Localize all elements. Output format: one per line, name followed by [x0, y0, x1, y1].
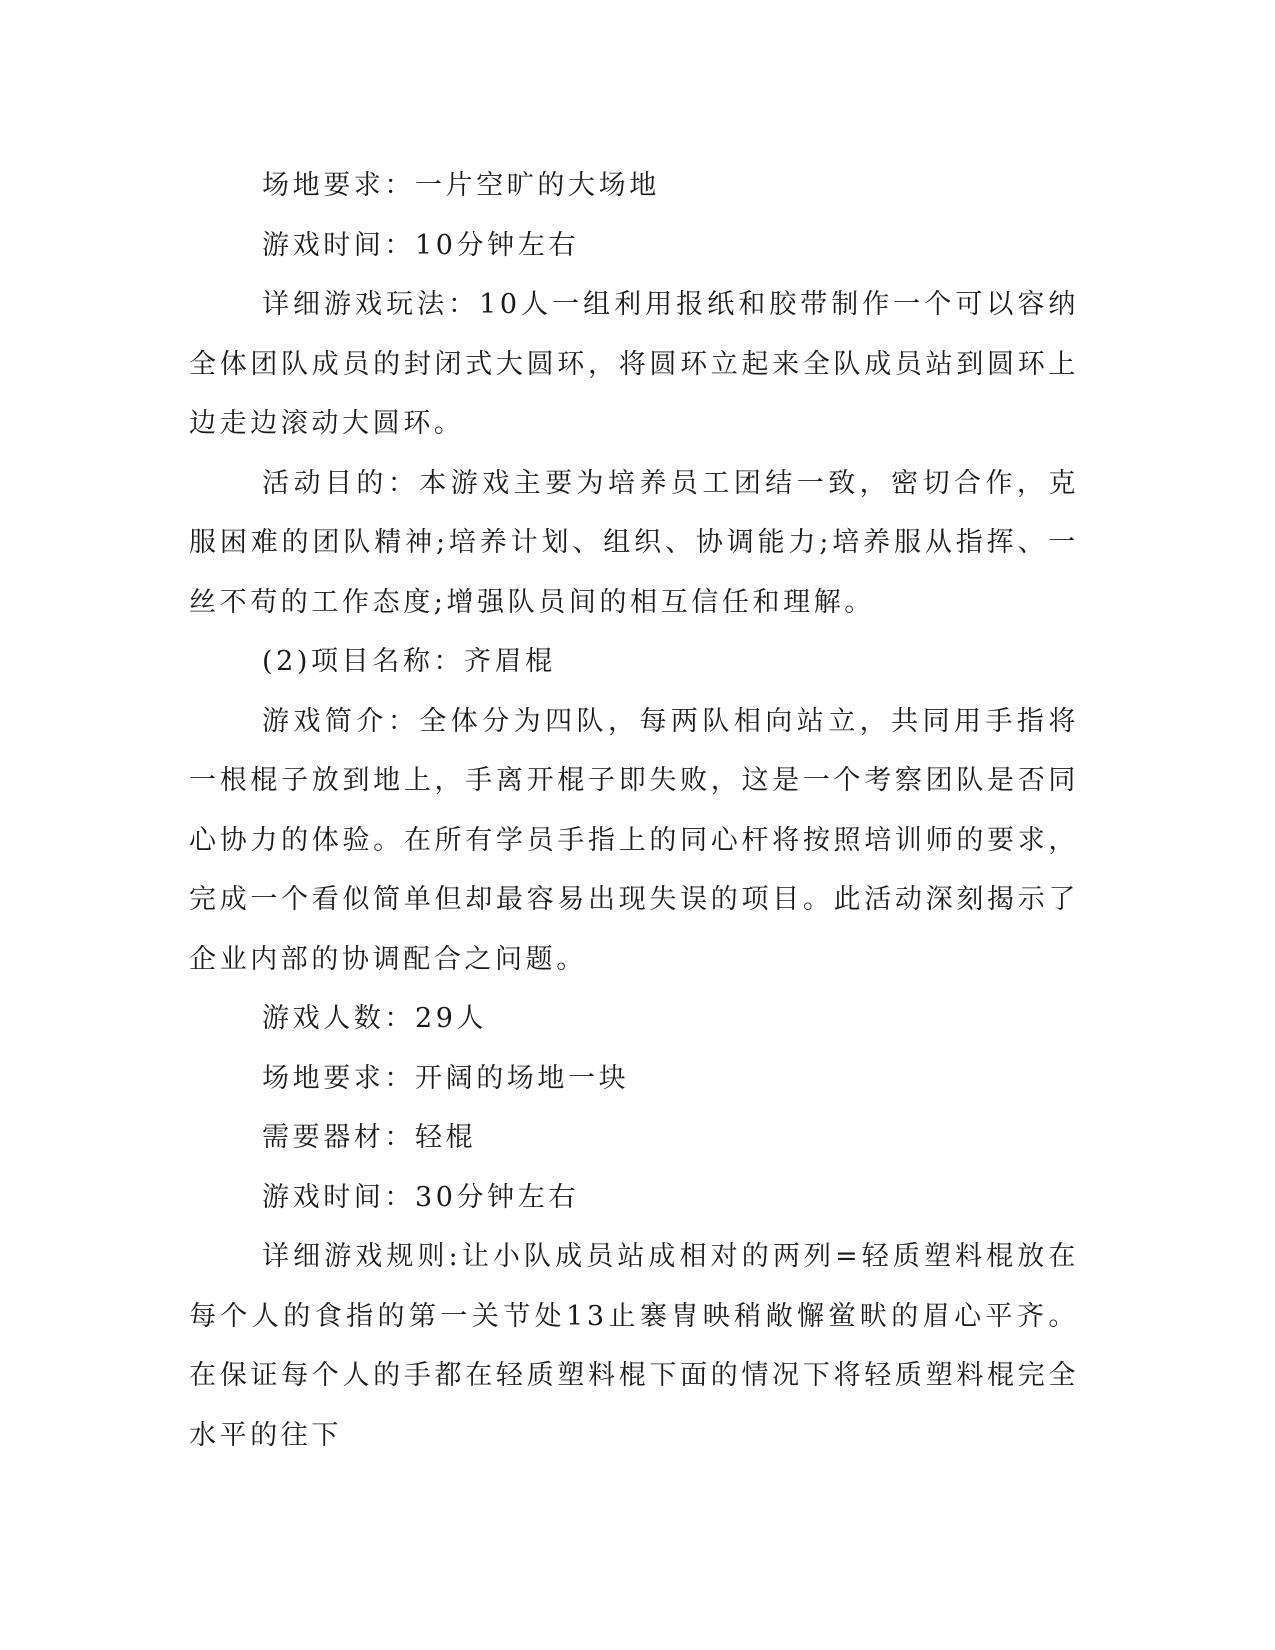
paragraph-game-rules: 详细游戏规则:让小队成员站成相对的两列=轻质塑料棍放在每个人的食指的第一关节处13止褰冑映稍敞懈鲎畎的眉心平齐。在保证每个人的手都在轻质塑料棍下面的情况下将轻质塑料棍完全水平的往下	[189, 1241, 1079, 1451]
paragraph-game-intro: 游戏简介：全体分为四队，每两队相向站立，共同用手指将一根棍子放到地上，手离开棍子即失败，这是一个考察团队是否同心协力的体验。在所有学员手指上的同心杆将按照培训师的要求，完成一个看似简单但却最容易出现失误的项目。此活动深刻揭示了企业内部的协调配合之问题。	[189, 705, 1079, 975]
paragraph-equipment: 需要器材：轻棍	[262, 1122, 477, 1153]
paragraph-gameplay-detail: 详细游戏玩法：10人一组利用报纸和胶带制作一个可以容纳全体团队成员的封闭式大圆环，将圆环立起来全队成员站到圆环上边走边滚动大圆环。	[189, 289, 1079, 439]
paragraph-venue-requirement-1: 场地要求：一片空旷的大场地	[262, 170, 660, 201]
paragraph-game-time-1: 游戏时间：10分钟左右	[262, 229, 579, 261]
paragraph-venue-requirement-2: 场地要求：开阔的场地一块	[262, 1062, 630, 1094]
paragraph-player-count: 游戏人数：29人	[262, 1003, 488, 1034]
paragraph-activity-purpose: 活动目的：本游戏主要为培养员工团结一致，密切合作，克服困难的团队精神;培养计划、组织、协调能力;培养服从指挥、一丝不苟的工作态度;增强队员间的相互信任和理解。	[189, 467, 1079, 618]
paragraph-project-name: (2)项目名称：齐眉棍	[262, 646, 556, 677]
document-body	[189, 156, 1079, 1465]
paragraph-game-time-2: 游戏时间：30分钟左右	[262, 1181, 579, 1213]
